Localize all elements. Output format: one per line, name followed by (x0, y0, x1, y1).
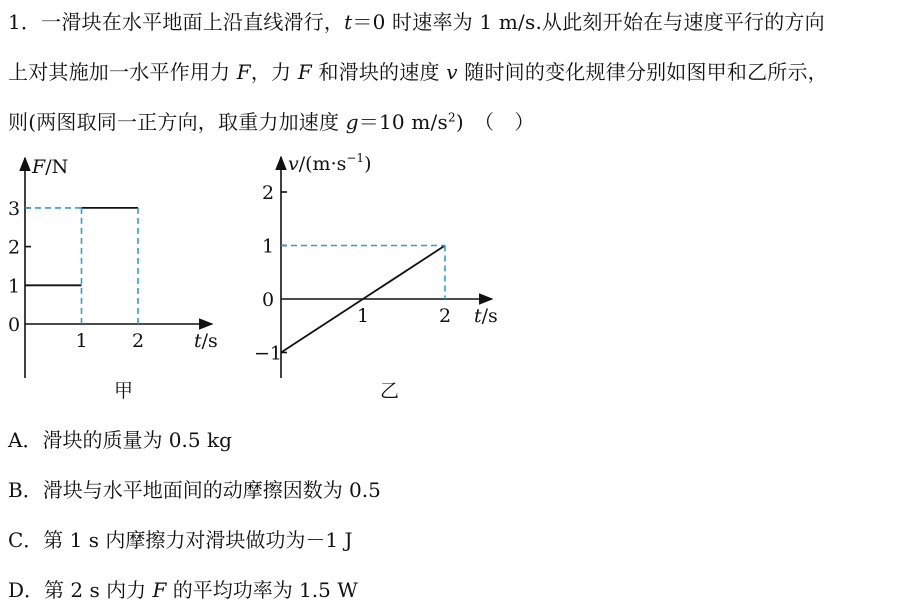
jia-ytick-label: 0 (8, 314, 21, 336)
option-a[interactable]: A．滑块的质量为 0.5 kg (8, 428, 232, 452)
jia-ytick-label: 2 (8, 236, 21, 259)
yi-xtick-label: 2 (439, 305, 452, 327)
yi-xtick-label: 1 (357, 305, 370, 327)
jia-ytick-label: 1 (8, 275, 21, 298)
question-line-3: 则(两图取同一正方向，取重力加速度 g＝10 $m/s^2$) （ ） (8, 110, 535, 134)
jia-xtick-label: 1 (75, 330, 88, 352)
yi-caption: 乙 (380, 380, 400, 402)
graph-jia (8, 156, 218, 402)
jia-ytick-label: 3 (8, 197, 21, 220)
graph-yi (254, 151, 498, 402)
jia-xlabel: t/s (194, 330, 218, 352)
yi-ytick-label: 1 (262, 235, 275, 258)
jia-ylabel: F/N (32, 156, 69, 178)
yi-ytick-label: 2 (262, 182, 275, 204)
yi-ytick-label: 0 (262, 289, 275, 311)
jia-caption: 甲 (114, 380, 134, 402)
yi-xlabel: t/s (474, 305, 498, 327)
question-line-2: 上对其施加一水平作用力 F，力 F 和滑块的速度 v 随时间的变化规律分别如图甲和乙所示， (8, 60, 828, 84)
jia-xtick-label: 2 (132, 330, 145, 352)
question-line-1: 1．一滑块在水平地面上沿直线滑行，t＝0 时速率为 1 m/s.从此刻开始在与速度平行的方向 (8, 10, 825, 34)
yi-ytick-label: −1 (254, 342, 283, 365)
option-b[interactable]: B．滑块与水平地面间的动摩擦因数为 0.5 (8, 478, 381, 502)
option-c[interactable]: C．第 1 s 内摩擦力对滑块做功为－1 J (8, 528, 353, 552)
option-d[interactable]: D．第 2 s 内力 F 的平均功率为 1.5 W (8, 578, 358, 602)
yi-ylabel: $v/(m\cdot s^{-1})$ (288, 151, 372, 175)
